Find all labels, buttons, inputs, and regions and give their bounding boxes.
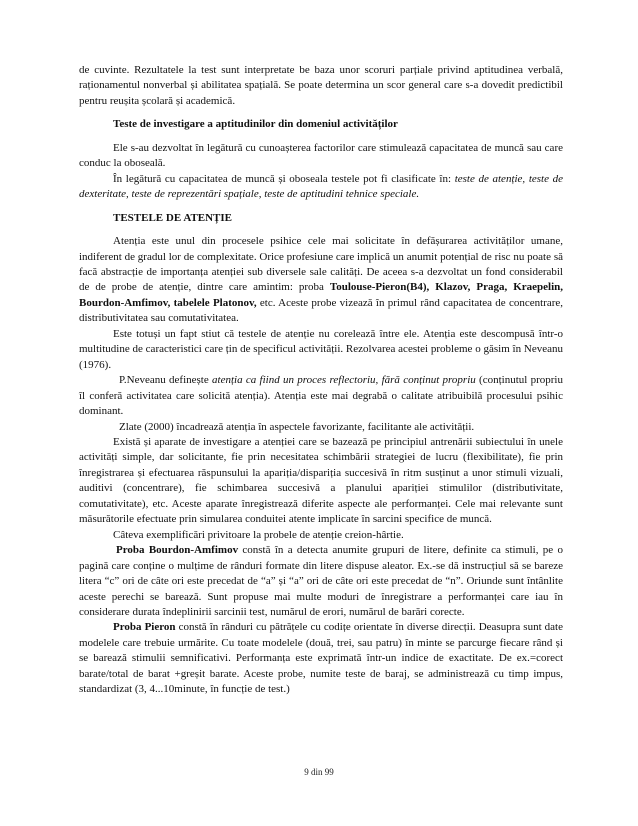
page-number: 9 din 99 xyxy=(304,767,334,777)
bourdon-title: Proba Bourdon-Amfimov xyxy=(116,544,239,557)
paragraph-work-capacity: Ele s-au dezvoltat în legătură cu cunoașterea factorilor care stimulează capacitatea de muncă sau care conduc la oboseală. xyxy=(79,141,563,170)
section-heading-aptitudes: Teste de investigare a aptitudinilor din domeniul activităților xyxy=(113,118,398,131)
neveanu-text: P.Neveanu definește xyxy=(119,374,213,387)
test-names-list: Toulouse-Pieron(B4), Klazov, Praga, Kraepelin, Bourdon-Amfimov, tabelele Platonov, xyxy=(79,281,564,309)
paragraph-zlate: Zlate (2000) încadrează atenția în aspectele favorizante, facilitante ale activității. xyxy=(119,420,475,433)
attention-intro-end: etc. Aceste probe vizează în primul rând capacitatea de concentrare, distributivitatea sau comutativitatea. xyxy=(79,296,563,325)
section-heading-attention: TESTELE DE ATENȚIE xyxy=(113,211,233,224)
paragraph-examples: Câteva exemplificări privitoare la probele de atenție creion-hârtie. xyxy=(113,528,404,541)
neveanu-definition: atenția ca fiind un proces reflectoriu, fără conținut propriu xyxy=(212,374,476,387)
attention-intro-text: Atenția este unul din procesele psihice cele mai solicitate în defășurarea activităților umane, indiferent de gradul lor de complexitate. Orice profesiune care implică un anumit potențial de risc nu poate să facă abstracție de importanța atenției sub diversele sale calități. De aceea s-a dezvoltat un fond considerabil de de probe de atenție, dintre care amintim: proba xyxy=(79,235,563,294)
classification-list: teste de atenție, teste de dexteritate, teste de reprezentări spațiale, teste de aptitudini tehnice speciale. xyxy=(79,172,563,201)
paragraph-pieron xyxy=(79,620,563,697)
pieron-text: constă în rânduri cu pătrățele cu codițe orientate în diverse direcții. Deasupra sunt date modelele care trebuie urmărite. Cu toate modelele (două, trei, sau patru) în minte se parcurge fiecare rând și se barează stimulii semnificativi. Performanța este exprimată într-un indice de exactitate. De ex.=corect barate/total de barat +greșit barate. Aceste probe, numite teste de baraj, se administrează cu timp impus, standardizat (3, 4...10minute, în funcție de test.) xyxy=(79,621,563,696)
neveanu-text-end: (conținutul propriu îl conferă activitatea care solicită atenția). Atenția este mai degrabă o calitate atribuibilă procesului psihic dominant. xyxy=(79,374,563,418)
paragraph-intro: de cuvinte. Rezultatele la test sunt interpretate be baza unor scoruri parțiale privind aptitudinea verbală, raționamentul nonverbal și abilitatea spațială. Se poate determina un scor general care s-a dovedit predictibil pentru reușita școlară și academică. xyxy=(79,64,563,107)
paragraph-attention-intro xyxy=(79,234,563,327)
paragraph-neveanu xyxy=(79,373,563,419)
document-page xyxy=(79,63,563,698)
paragraph-test-classification xyxy=(79,172,563,203)
paragraph-correlation: Este totuși un fapt stiut că testele de atenție nu corelează între ele. Atenția este descompusă într-o multitudine de caracteristici care țin de specificul activității. Rezolvarea acestei probleme o găsim în Neveanu (1976). xyxy=(79,327,563,371)
paragraph-bourdon xyxy=(79,543,563,620)
pieron-title: Proba Pieron xyxy=(113,621,176,634)
classification-text: În legătură cu capacitatea de muncă și oboseala testele pot fi clasificate în: xyxy=(113,172,455,185)
paragraph-apparatus: Există și aparate de investigare a atenției care se bazează pe principiul antrenării subiectului în unele activități simple, dar solicitante, fie prin necesitatea schimbării strategiei de lucru (flexibilitate), fie prin înregistrarea și efectuarea răspunsului la apariția/dispariția succesivă în ritm susținut a unor stimuli vizuali, auditivi (concentrare), fie schimbarea succesivă a planului apariției stimulilor (distributivitate, comutativitate), etc. Aceste aparate înregistrează diferite aspecte ale performanței. Cele mai relevante sunt măsurătorile efectuate prin simularea conduitei atente implicate în sarcini specifice de muncă. xyxy=(79,435,563,526)
bourdon-text: constă în a detecta anumite grupuri de litere, definite ca stimuli, pe o pagină care conține o mulțime de rânduri formate din litere dispuse aleator. Ex.-se dă instrucțiul să se bareze litera “c” ori de câte ori este precedat de “a” și “a” ori de câte ori este precedat de “n”. Oriunde sunt întânlite aceste perechi se barează. Sunt propuse mai multe moduri de înregistrare a performanței care iau în considerare durata îndeplinirii sarcinii test, numărul de erori, numărul de barări corecte. xyxy=(79,544,564,618)
